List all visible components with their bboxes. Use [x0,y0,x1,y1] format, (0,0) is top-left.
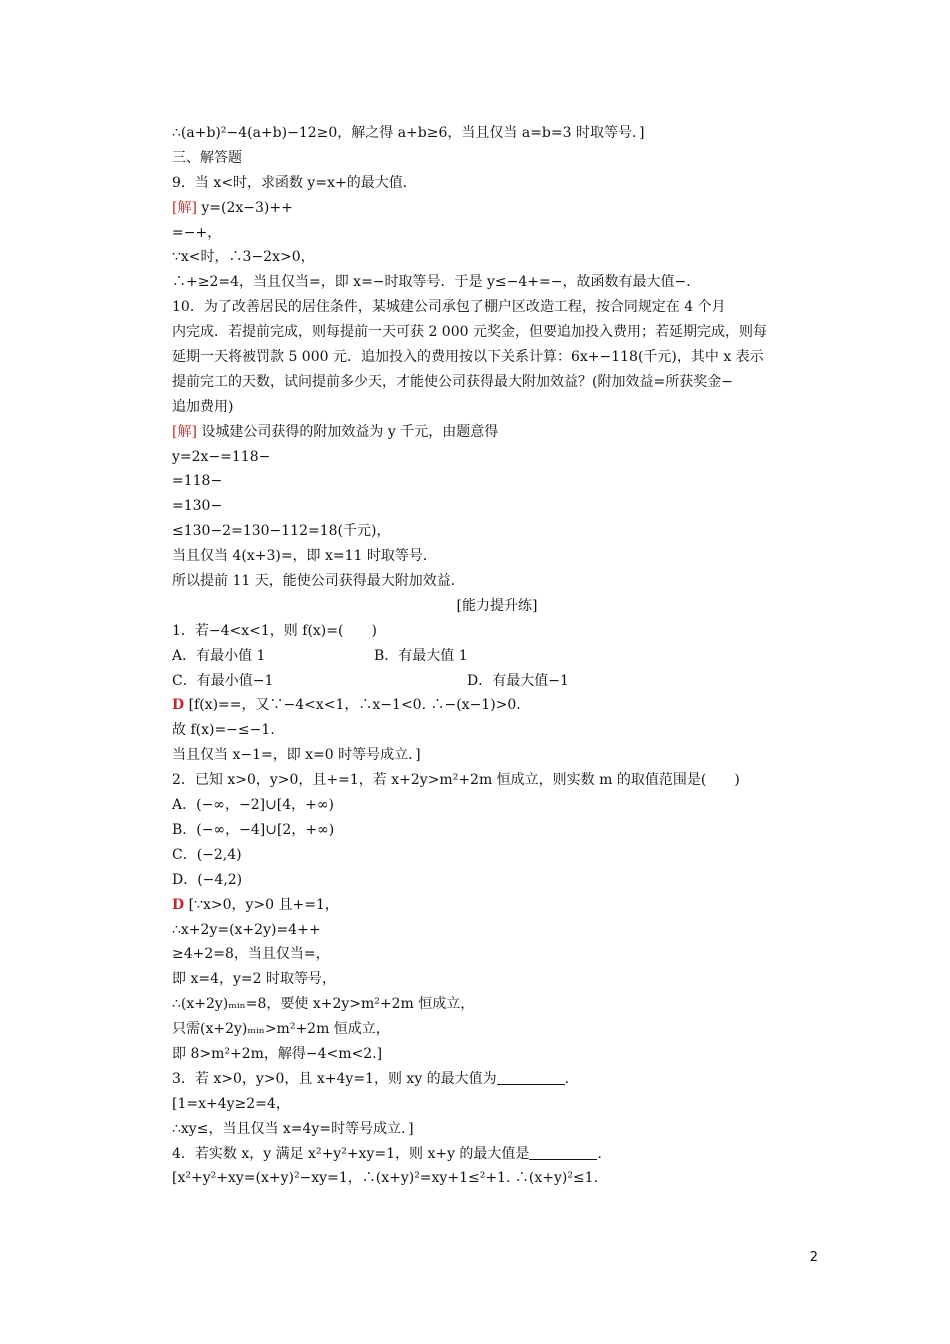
text-line: y=2x−=118− [172,448,271,465]
question-2-stem: 2．已知 x>0，y>0，且+=1，若 x+2y>m²+2m 恒成立，则实数 m 的取值范围是( ) [172,772,740,789]
option-b: B．有最大值 1 [374,647,468,664]
section-heading: 三、解答题 [172,149,242,166]
solution-line [172,420,822,445]
answer-line [172,693,822,718]
answer-blank [497,1070,565,1085]
solution-text: 设城建公司获得的附加效益为 y 千元，由题意得 [196,423,499,440]
text-line: =130− [172,498,223,515]
answer-letter: D [172,896,185,913]
solution-text: y=(2x−3)++ [196,199,293,216]
text-line: 内完成．若提前完成，则每提前一天可获 2 000 元奖金，但要追加投入费用；若延期完成，则每 [172,324,767,341]
text-line: 故 f(x)=−≤−1. [172,722,275,739]
text-line: [x²+y²+xy=(x+y)²−xy=1，∴(x+y)²=xy+1≤²+1. ∴(x+y)²≤1. [172,1170,599,1187]
text-line: 当且仅当 x−1=，即 x=0 时等号成立．] [172,747,421,764]
text-line: ∴x+2y=(x+2y)=4++ [172,921,321,938]
question-3-end: ． [564,1070,579,1087]
text-line: ∴xy≤，当且仅当 x=4y=时等号成立．] [172,1120,414,1137]
text-line: ∴(a+b)²−4(a+b)−12≥0，解之得 a+b≥6，当且仅当 a=b=3 时取等号．] [172,125,645,141]
text-line: 当且仅当 4(x+3)=，即 x=11 时取等号． [172,548,437,565]
text-line: 延期一天将被罚款 5 000 元．追加投入的费用按以下关系计算：6x+−118(千元)，其中 x 表示 [172,349,764,366]
option-a: A．(−∞，−2]∪[4，+∞) [172,797,335,814]
question-1-stem: 1．若−4<x<1，则 f(x)=( ) [172,622,377,639]
text-line: ∵x<时，∴3−2x>0， [172,249,315,266]
solution-line [172,196,822,221]
option-d: D．(−4,2) [172,871,243,888]
text-line: 即 x=4，y=2 时取等号， [172,971,336,988]
text-line: 即 8>m²+2m，解得−4<m<2.] [172,1045,383,1062]
question-3-stem [172,1067,822,1092]
page-number: 2 [809,1250,818,1265]
solution-tag: [解] [172,423,197,440]
solution-tag: [解] [172,199,197,216]
answer-blank [529,1145,597,1160]
option-d: D．有最大值−1 [467,672,569,689]
answer-letter: D [172,697,185,714]
text-line: [1=x+4y≥2=4， [172,1095,290,1112]
option-c: C．有最小值−1 [172,672,274,689]
text-line: ≥4+2=8，当且仅当=， [172,946,330,963]
text-line: 只需(x+2y)ₘᵢₙ>m²+2m 恒成立， [172,1021,390,1038]
question-1-options-row-1 [172,644,822,669]
page-content [172,121,822,1191]
question-4-stem [172,1142,822,1167]
option-a: A．有最小值 1 [172,647,266,664]
text-line: 所以提前 11 天，能使公司获得最大附加效益． [172,573,465,590]
text-line: =118− [172,473,223,490]
text-line: ≤130−2=130−112=18(千元)， [172,523,391,540]
question-9: 9．当 x<时，求函数 y=x+的最大值． [172,174,417,191]
section-title: [能力提升练] [456,597,538,614]
text-line: ∴+≥2=4，当且仅当=，即 x=−时取等号．于是 y≤−4+=−，故函数有最大值−． [172,274,701,291]
text-line: ∴(x+2y)ₘᵢₙ=8，要使 x+2y>m²+2m 恒成立， [172,996,475,1013]
question-4-text: 4．若实数 x，y 满足 x²+y²+xy=1，则 x+y 的最大值是 [172,1145,530,1162]
solution-text: [f(x)==，又∵−4<x<1，∴x−1<0. ∴−(x−1)>0. [184,697,521,714]
answer-line [172,893,822,918]
text-line: =−+， [172,224,222,241]
text-line: 提前完工的天数，试问提前多少天，才能使公司获得最大附加效益？(附加效益=所获奖金− [172,373,733,390]
solution-text: [∵x>0，y>0 且+=1， [184,896,339,913]
option-c: C．(−2,4) [172,846,242,863]
text-line: 追加费用) [172,398,234,415]
question-4-end: ． [597,1145,612,1162]
question-10: 10．为了改善居民的居住条件，某城建公司承包了棚户区改造工程，按合同规定在 4 个月 [172,299,726,316]
question-1-options-row-2 [172,669,822,694]
option-b: B．(−∞，−4]∪[2，+∞) [172,821,335,838]
question-3-text: 3．若 x>0，y>0，且 x+4y=1，则 xy 的最大值为 [172,1070,497,1087]
